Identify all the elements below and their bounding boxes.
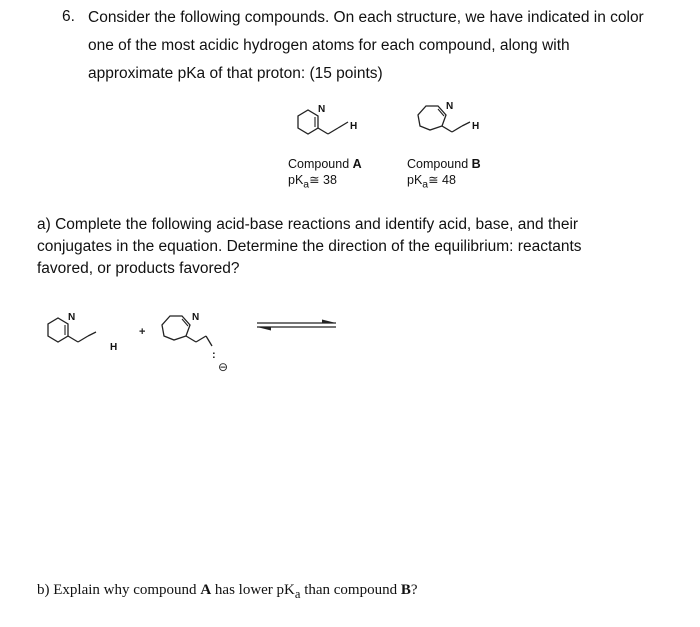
pka-subscript: a [303,179,310,191]
compound-b-letter: B [471,157,481,171]
question-line-1: Consider the following compounds. On each structure, we have indicated in color [88,9,644,26]
reaction-scheme [40,308,360,378]
pka-subscript: a [422,179,429,191]
nitrogen-atom-label: N [68,312,76,323]
compound-a-letter: A [352,157,362,171]
part-a-line-2: conjugates in the equation. Determine the direction of the equilibrium: reactants [37,238,582,255]
compound-a-structure [288,96,378,146]
part-b-compound-a: A [200,582,212,598]
part-b-text: b) Explain why compound [37,582,201,598]
acidic-hydrogen-label: H [110,342,118,353]
acidic-hydrogen-label: H [472,121,480,132]
question-line-3: approximate pKa of that proton: (15 points) [88,65,383,82]
pka-subscript: a [294,587,301,601]
question-number: 6. [62,8,75,25]
part-a-line-3: favored, or products favored? [37,260,240,277]
part-a-line-1: a) Complete the following acid-base reactions and identify acid, base, and their [37,216,579,233]
reactant-compound-a [48,312,117,353]
equilibrium-arrow-icon [257,320,336,331]
negative-charge-icon: ⊖ [218,360,229,374]
part-b-text: ? [410,582,418,598]
compound-b-structure [408,96,498,146]
lone-pair: : [212,349,216,361]
compound-a-label [288,156,362,194]
plus-sign: + [139,326,146,338]
pka-label: pK [407,173,423,187]
compound-b-label [407,156,481,194]
part-b-compound-b: B [400,582,411,598]
compound-a-pka-value: ≅ 38 [309,173,337,187]
compound-b-pka-value: ≅ 48 [428,173,456,187]
question-line-2: one of the most acidic hydrogen atoms for each compound, along with [88,37,570,54]
compound-b-name: Compound [407,157,472,171]
part-b-text: has lower pK [211,582,295,598]
nitrogen-atom-label: N [446,101,454,112]
nitrogen-atom-label: N [192,312,200,323]
part-b-question [37,582,418,602]
compound-a-name: Compound [288,157,353,171]
nitrogen-atom-label: N [318,104,326,115]
pka-label: pK [288,173,304,187]
acidic-hydrogen-label: H [350,121,358,132]
reactant-compound-b-anion [162,312,228,374]
part-b-text: than compound [300,582,401,598]
